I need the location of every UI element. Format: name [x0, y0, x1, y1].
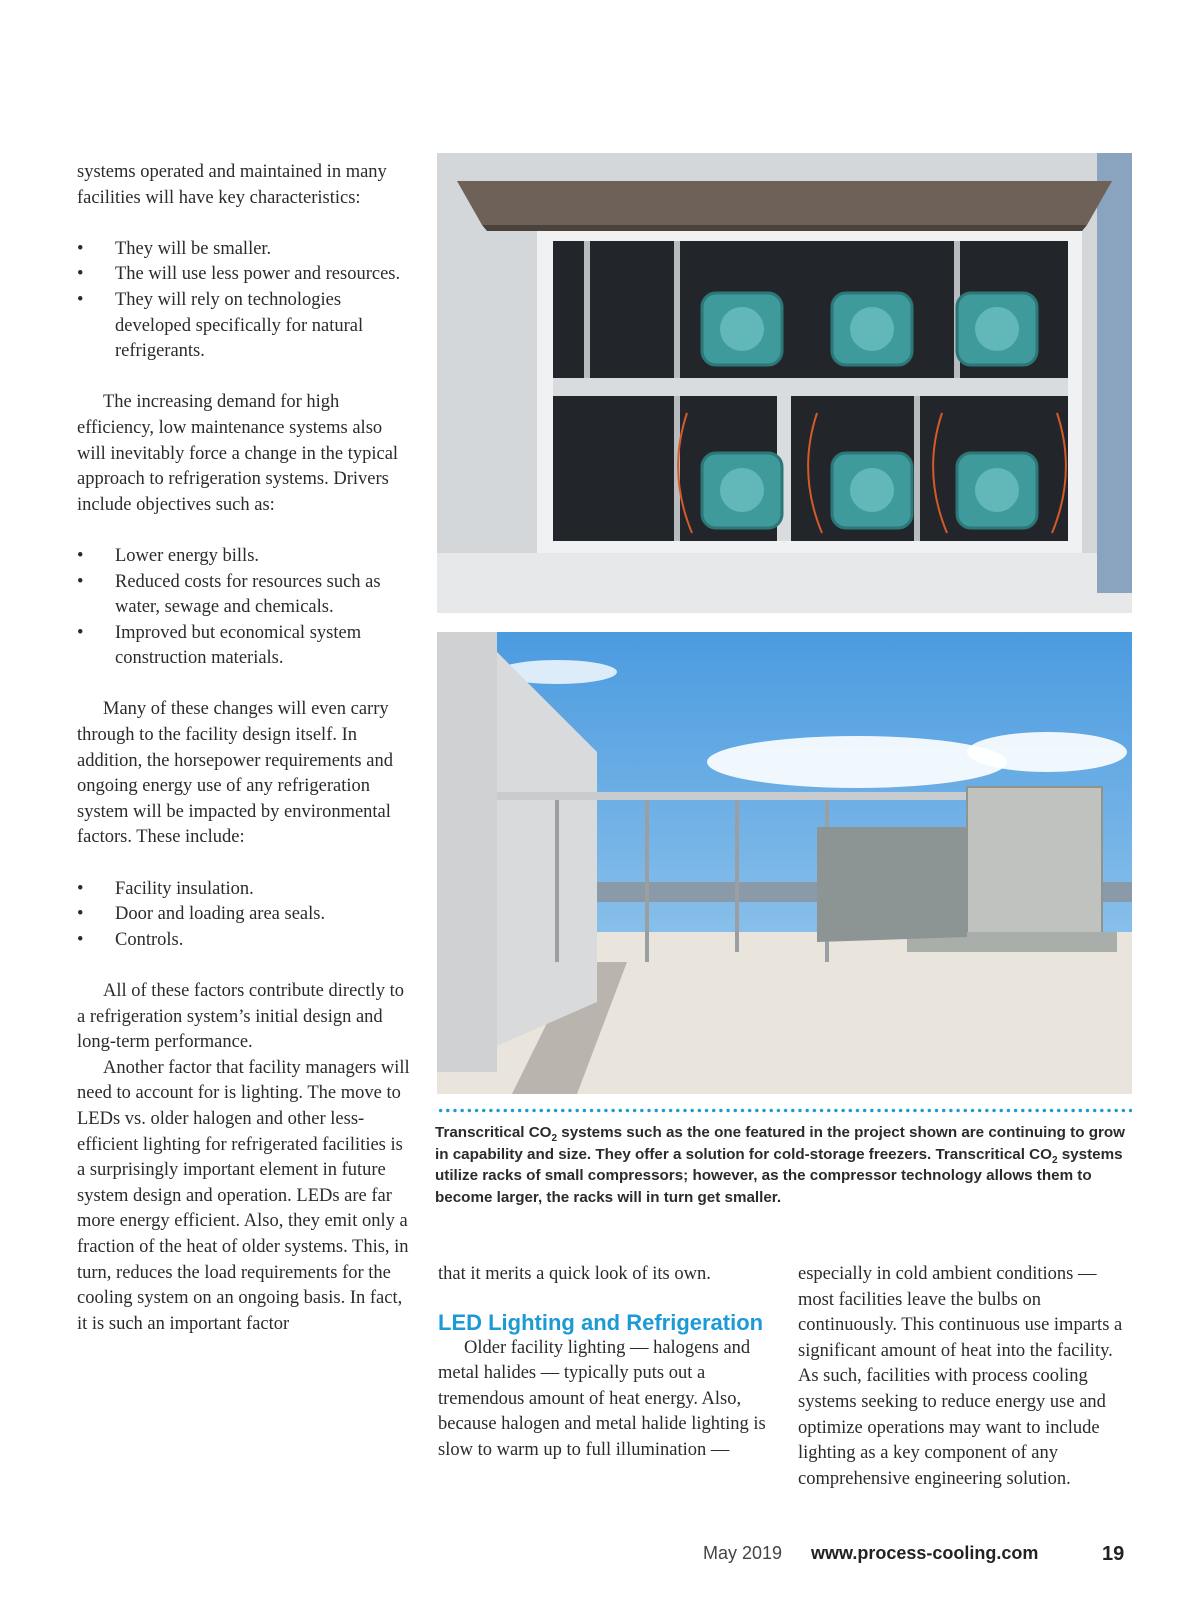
list-item: • The will use less power and resources.	[77, 262, 412, 288]
list-item: • They will rely on technologies developed specifically for natural refrigerants.	[77, 288, 412, 365]
paragraph: Many of these changes will even carry through to the facility design itself. In addition, the horsepower requirements and ongoing energy use of any refrigeration system will be impacted by environmental factors. These include:	[77, 699, 393, 848]
bullet-list	[77, 877, 412, 954]
list-item: • They will be smaller.	[77, 237, 412, 263]
paragraph: Older facility lighting — halogens and metal halides — typically puts out a tremendous amount of heat energy. Also, because halogen and metal halide lighting is slow to warm up to full illumination —	[438, 1337, 766, 1460]
paragraph: that it merits a quick look of its own.	[438, 1264, 711, 1284]
issue-date: May 2019	[703, 1543, 783, 1563]
page-footer	[0, 1543, 1200, 1571]
list-item: • Controls.	[77, 928, 412, 954]
list-item: • Improved but economical system construction materials.	[77, 621, 412, 672]
paragraph: The increasing demand for high efficiency, low maintenance systems also will inevitably force a change in the typical approach to refrigeration systems. Drivers include objectives such as:	[77, 392, 399, 515]
list-item: • Reduced costs for resources such as water, sewage and chemicals.	[77, 570, 412, 621]
bullet-list	[77, 237, 412, 365]
list-item: • Door and loading area seals.	[77, 902, 412, 928]
list-item: • Facility insulation.	[77, 877, 412, 903]
caption-divider	[437, 1108, 1132, 1113]
rooftop-system-photo	[437, 632, 1132, 1094]
list-item: • Lower energy bills.	[77, 544, 412, 570]
page-number: 19	[1102, 1543, 1125, 1565]
paragraph: All of these factors contribute directly to a refrigeration system’s initial design and long-term performance.	[77, 981, 405, 1053]
section-heading: LED Lighting and Refrigeration	[438, 1309, 764, 1335]
paragraph: systems operated and maintained in many facilities will have key characteristics:	[77, 162, 387, 208]
website-link[interactable]: www.process-cooling.com	[811, 1543, 1039, 1563]
text-column-2	[438, 1262, 768, 1464]
bullet-list	[77, 544, 412, 672]
photo-caption: Transcritical $CO_2$ systems such as the one featured in the project shown are continuing to grow in capability and size. They offer a solution for cold-storage freezers. Transcritical $CO_2$ systems utilize racks of small compressors; however, as the compressor technology allows them to become larger, the racks will in turn get smaller.	[435, 1124, 1125, 1206]
paragraph: especially in cold ambient conditions — most facilities leave the bulbs on continuously. This continuous use imparts a significant amount of heat into the facility. As such, facilities with process cooling systems seeking to reduce energy use and optimize operations may want to include lighting as a key component of any comprehensive engineering solution.	[798, 1264, 1123, 1489]
text-column-3	[798, 1262, 1133, 1492]
text-column-1	[77, 160, 412, 1337]
compressor-rack-photo	[437, 153, 1132, 613]
paragraph: Another factor that facility managers will need to account for is lighting. The move to LEDs vs. older halogen and other less-efficient lighting for refrigerated facilities is a surprisingly important element in future system design and operation. LEDs are far more energy efficient. Also, they emit only a fraction of the heat of older systems. This, in turn, reduces the load requirements for the cooling system on an ongoing basis. In fact, it is such an important factor	[77, 1057, 410, 1334]
